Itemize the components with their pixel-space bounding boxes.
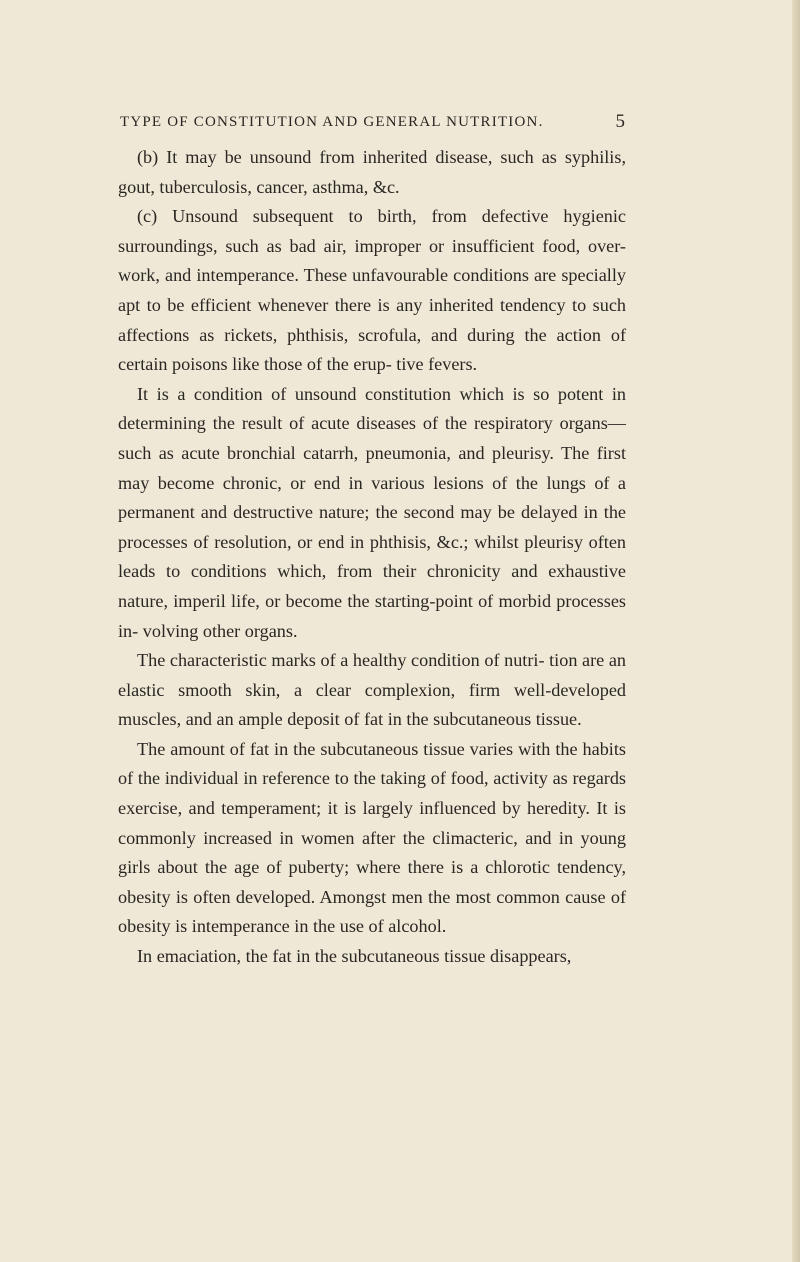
page-number: 5 xyxy=(615,111,625,132)
paragraph-b: (b) It may be unsound from inherited disease, such as syphilis, gout, tuberculosis, cancer, asthma, &c. xyxy=(118,147,626,197)
paragraph-emaciation: In emaciation, the fat in the subcutaneous tissue disappears, xyxy=(137,946,572,967)
paragraph-c: (c) Unsound subsequent to birth, from defective hygienic surroundings, such as bad air, improper or insufficient food, over-work, and intemperance. These unfavourable conditions are specially apt to be efficient whenever there is any inherited tendency to such affections as rickets, phthisis, scrofula, and during the action of certain poisons like those of the erup- tive fevers. xyxy=(118,206,626,375)
paragraph-unsound-constitution: It is a condition of unsound constitution which is so potent in determining the result of acute diseases of the respiratory organs—such as acute bronchial catarrh, pneumonia, and pleurisy. The first may become chronic, or end in various lesions of the lungs of a permanent and destructive nature; the second may be delayed in the processes of resolution, or end in phthisis, &c.; whilst pleurisy often leads to conditions which, from their chronicity and exhaustive nature, imperil life, or become the starting-point of morbid processes in- volving other organs. xyxy=(118,383,626,641)
page-body xyxy=(118,143,626,972)
running-header xyxy=(120,111,625,136)
paragraph-subcutaneous-fat: The amount of fat in the subcutaneous tissue varies with the habits of the individual in reference to the taking of food, activity as regards exercise, and temperament; it is largely influenced by heredity. It is commonly increased in women after the climacteric, and in young girls about the age of puberty; where there is a chlorotic tendency, obesity is often developed. Amongst men the most common cause of obesity is intemperance in the use of alcohol. xyxy=(118,738,626,937)
page-edge xyxy=(792,0,800,1262)
paragraph-healthy-nutrition: The characteristic marks of a healthy condition of nutri- tion are an elastic smooth skin, a clear complexion, firm well-developed muscles, and an ample deposit of fat in the subcutaneous tissue. xyxy=(118,650,626,730)
running-title: TYPE OF CONSTITUTION AND GENERAL NUTRITION. xyxy=(120,114,544,130)
